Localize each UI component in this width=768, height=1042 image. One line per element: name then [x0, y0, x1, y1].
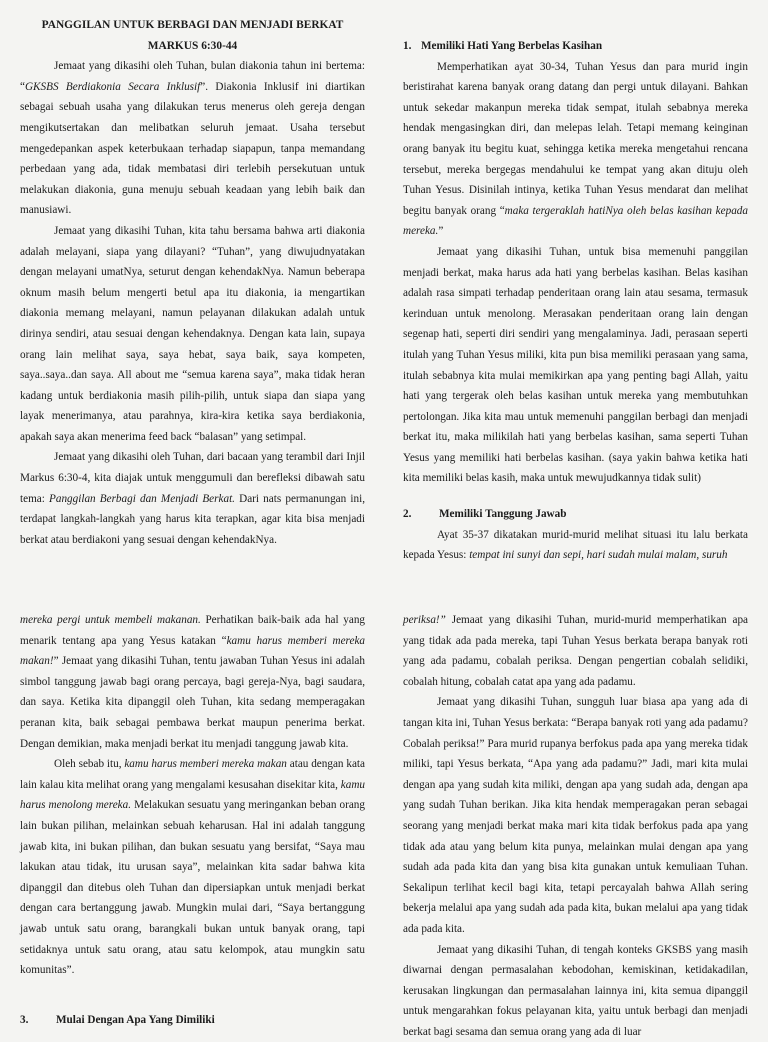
paragraph — [403, 57, 748, 242]
paragraph: Jemaat yang dikasihi Tuhan, sungguh luar biasa apa yang ada di tangan kita ini, Tuhan Yesus berkata: “Berapa banyak roti yang ada padamu? Cobalah periksa!” Para murid rupanya berfokus pada apa yang mereka tidak miliki, tapi Yesus berkata, “Apa yang ada padamu?” Jadi, mari kita mulai dengan apa yang sudah kita miliki, dengan apa yang sudah ada, dengan apa yang sudah Tuhan berikan. Jika kita hendak memperagakan peran sebagai seorang yang menjadi berkat maka mari kita tidak berfokus pada apa yang tidak ada atau yang belum kita punya, melainkan mulai dengan apa yang sudah ada pada kita dan yang bisa kita gunakan untuk kemuliaan Tuhan. Sekalipun terlihat kecil bagi kita, tetapi percayalah bahwa Allah sering bekerja melalui apa yang sudah ada pada kita, bukan melalui apa yang tidak ada pada kita. — [403, 692, 748, 939]
emphasis-text: kamu harus memberi mereka makan — [124, 758, 287, 770]
emphasis-text: mereka pergi untuk membeli makanan. — [20, 614, 201, 626]
column-top-right — [403, 36, 748, 566]
column-top-left — [20, 15, 365, 550]
paragraph: Jemaat yang dikasihi Tuhan, untuk bisa memenuhi panggilan menjadi berkat, maka harus ada hati yang berbelas kasihan. Belas kasihan adalah rasa simpati terhadap penderitaan orang lain atau sesama, termasuk kerinduan untuk menolong. Merasakan penderitaan orang lain dengan segenap hati, seperti diri sendiri yang mengalaminya. Jadi, perasaan seperti itulah yang Tuhan Yesus miliki, kita pun bisa memiliki perasaan yang sama, itulah sebabnya kita mulai memikirkan apa yang penting bagi Allah, yaitu hati yang tergerak oleh belas kasihan untuk mereka yang membutuhkan pertolongan. Jika kita mau untuk memenuhi panggilan berbagi dan menjadi berkat itu, maka milikilah hati yang berbelas kasihan, sama seperti Tuhan Yesus yang memiliki hati berbelas kasihan. (saya yakin bahwa ketika hati kita memiliki belas kasih, maka untuk mewujudkannya tidak sulit) — [403, 242, 748, 489]
emphasis-text: Panggilan Berbagi dan Menjadi Berkat. — [49, 493, 235, 505]
paragraph — [403, 610, 748, 692]
text-run: Dari nats permanungan ini, terdapat langkah-langkah yang harus kita terapkan, agar kita bisa menjadi berkat atau berdiakoni yang sesuai dengan kehendakNya. — [20, 493, 365, 546]
section-heading-2 — [403, 504, 748, 525]
paragraph — [20, 610, 365, 754]
paragraph: Jemaat yang dikasihi Tuhan, di tengah konteks GKSBS yang masih diwarnai dengan permasalahan kebodohan, kemiskinan, ketidakadilan, kerusakan lingkungan dan permasalahan lainnya ini, kita semua dipanggil untuk mengarahkan fokus pelayanan kita, yaitu untuk berbagi dan menjadi berkat bagi sesama dan semua orang yang ada di luar — [403, 940, 748, 1042]
section-label: Mulai Dengan Apa Yang Dimiliki — [56, 1010, 215, 1031]
paragraph — [20, 56, 365, 221]
text-run: Jemaat yang dikasihi oleh Tuhan, bulan diakonia tahun ini bertema: “ — [20, 60, 365, 93]
text-run: Ayat 35-37 dikatakan murid-murid melihat situasi itu lalu berkata kepada Yesus: — [403, 529, 748, 562]
emphasis-text: tempat ini sunyi dan sepi, hari sudah mulai malam, suruh — [469, 549, 727, 561]
emphasis-text: kamu harus menolong mereka. — [20, 779, 365, 812]
emphasis-text: maka tergeraklah hatiNya oleh belas kasihan kepada mereka. — [403, 205, 748, 238]
section-number: 1. — [403, 36, 421, 57]
text-run: Perhatikan baik-baik ada hal yang menarik tentang apa yang Yesus katakan “ — [20, 614, 365, 647]
text-run: ” — [438, 225, 443, 237]
emphasis-text: periksa!” — [403, 614, 446, 626]
text-run: Jemaat yang dikasihi Tuhan, murid-murid memperhatikan apa yang tidak ada pada mereka, tapi Tuhan Yesus berkata berapa banyak roti yang ada padamu, cobalah periksa. Dengan pengertian cobalah selidiki, cobalah hitung, cobalah catat apa yang ada padamu. — [403, 614, 748, 688]
section-number: 3. — [20, 1010, 56, 1031]
text-run: Oleh sebab itu, — [54, 758, 124, 770]
section-heading-1 — [403, 36, 748, 57]
paragraph: Jemaat yang dikasihi Tuhan, kita tahu bersama bahwa arti diakonia adalah melayani, siapa yang dilayani? “Tuhan”, yang diwujudnyatakan dengan melayani umatNya, seturut dengan kehendakNya. Namun beberapa oknum masih belum mengerti betul apa itu diakonia, ia mengartikan diakonia memang melayani, namun pelayanan dilakukan adalah untuk dirinya sendiri, atau sesuai dengan kehendaknya. Dengan kata lain, supaya orang lain melihat saya, saya hebat, saya baik, saya kompeten, saya..saya..dan saya. All about me “semua karena saya”, maka tidak heran kadang untuk berdiakonia masih pilih-pilih, untuk siapa dan siapa yang layak menerimanya, atau parahnya, kira-kira ketika saya berdiakonia, apakah saya akan menerima feed back “balasan” yang setimpal. — [20, 221, 365, 448]
document-subtitle: MARKUS 6:30-44 — [20, 36, 365, 57]
column-bottom-left — [20, 610, 365, 981]
emphasis-text: GKSBS Berdiakonia Secara Inklusif — [25, 81, 200, 93]
column-bottom-cutoff — [20, 1010, 365, 1031]
emphasis-text: kamu harus memberi mereka makan! — [20, 635, 365, 668]
section-label: Memiliki Hati Yang Berbelas Kasihan — [421, 36, 602, 57]
paragraph — [20, 447, 365, 550]
paragraph — [20, 754, 365, 981]
section-heading-3 — [20, 1010, 365, 1031]
text-run: atau dengan kata lain kalau kita melihat orang yang mengalami kesusahan disekitar kita, — [20, 758, 365, 791]
text-run: Melakukan sesuatu yang meringankan beban orang lain bukan pilihan, melainkan sebuah keharusan. Hal ini adalah tanggung jawab kita, ini bukan pilihan, dan bukan sesuatu yang bersifat, “Saya mau lakukan atau tidak, itu urusan saya”, melainkan kita sadar bahwa kita dipanggil dan ditebus oleh Tuhan dan dipersiapkan untuk menjadi berkat dengan cara bertanggung jawab. Mungkin mulai dari, “Saya bertanggung jawab untuk satu orang, barangkali bukan untuk banyak orang, tapi setidaknya untuk satu orang, atau satu kelompok, atau mungkin satu komunitas”. — [20, 799, 365, 976]
text-run: ”. Diakonia Inklusif ini diartikan sebagai sebuah usaha yang dilakukan terus menerus oleh gereja dengan mengikutsertakan dan melibatkan seluruh jemaat. Usaha tersebut mengedepankan aspek keterbukaan terhadap siapapun, tanpa memandang perbedaan yang ada, tidak membatasi diri terlebih persekutuan untuk melakukan diakonia, guna menuju sebuah keadaan yang lebih baik dan manusiawi. — [20, 81, 365, 217]
section-label: Memiliki Tanggung Jawab — [439, 504, 566, 525]
text-run: ” Jemaat yang dikasihi Tuhan, tentu jawaban Tuhan Yesus ini adalah simbol tanggung jawab bagi orang percaya, bagi gereja-Nya, bagi saudara, dan saya. Ketika kita dipanggil oleh Tuhan, kita sedang memperagakan peranan kita, baik sebagai pembawa berkat maupun penerima berkat. Dengan demikian, maka menjadi berkat itu menjadi tanggung jawab kita. — [20, 655, 365, 749]
text-run: Jemaat yang dikasihi oleh Tuhan, dari bacaan yang terambil dari Injil Markus 6:30-4, kita diajak untuk menggumuli dan berefleksi dibawah satu tema: — [20, 451, 365, 504]
column-bottom-right — [403, 610, 748, 1042]
section-number: 2. — [403, 504, 439, 525]
text-run: Memperhatikan ayat 30-34, Tuhan Yesus dan para murid ingin beristirahat karena banyak orang datang dan pergi untuk dilayani. Bahkan untuk sekedar makanpun mereka tidak sempat, itulah sebabnya mereka hendak mengasingkan diri, dan melepas lelah. Tetapi memang keinginan orang banyak itu begitu kuat, sehingga ketika mereka mengetahui rencana tersebut, mereka bergegas mendahului ke tempat yang akan dituju oleh Tuhan Yesus. Disinilah intinya, ketika Tuhan Yesus mendarat dan melihat begitu banyak orang “ — [403, 61, 748, 217]
document-title: PANGGILAN UNTUK BERBAGI DAN MENJADI BERKAT — [20, 15, 365, 36]
paragraph — [403, 525, 748, 566]
